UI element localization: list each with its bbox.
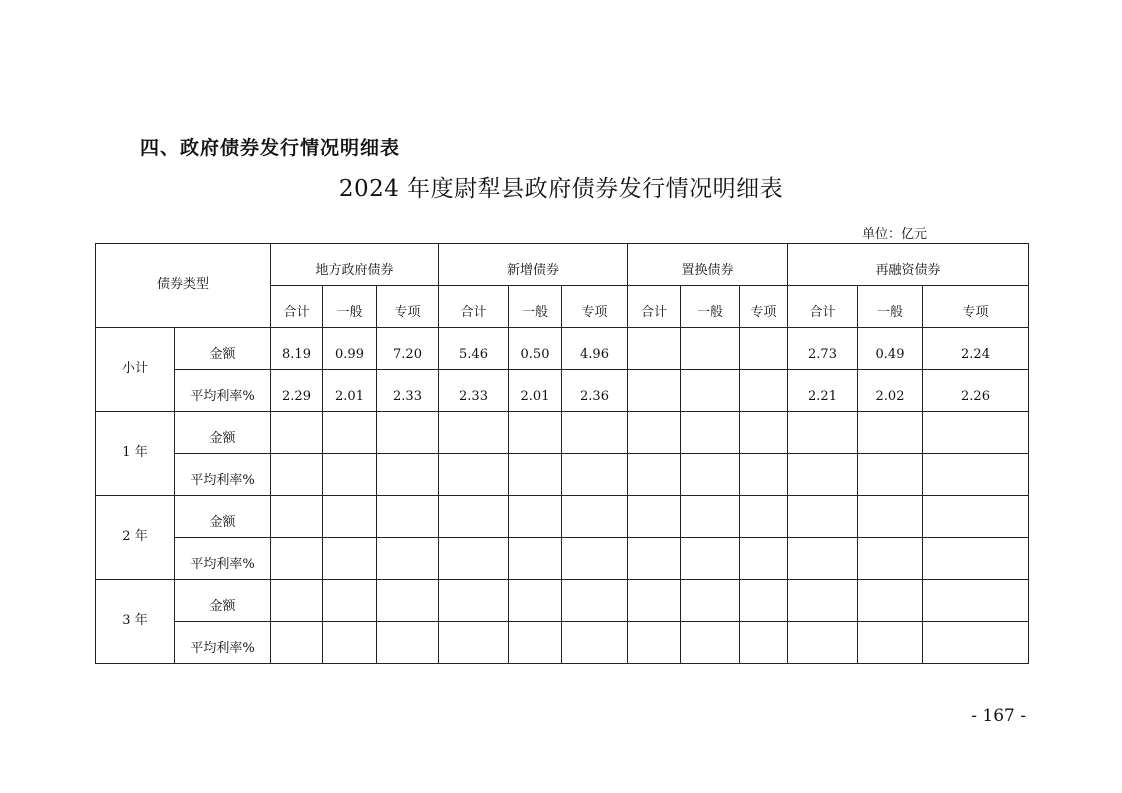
- table-cell: [439, 538, 509, 580]
- table-cell: [562, 580, 628, 622]
- table-cell: [788, 538, 858, 580]
- bond-issuance-table: [95, 243, 1029, 664]
- table-cell: [858, 454, 923, 496]
- table-cell: [509, 454, 562, 496]
- table-cell: [439, 496, 509, 538]
- row-label: 3 年: [96, 580, 175, 664]
- subcolumn-header: 合计: [628, 286, 681, 328]
- table-cell: [681, 370, 740, 412]
- table-cell: [509, 538, 562, 580]
- table-row: [96, 580, 1029, 622]
- document-title: 2024 年度尉犁县政府债券发行情况明细表: [338, 176, 784, 202]
- table-cell: 2.24: [923, 328, 1029, 370]
- table-cell: [439, 622, 509, 664]
- table-cell: [923, 412, 1029, 454]
- table-cell: [681, 412, 740, 454]
- table-cell: [439, 412, 509, 454]
- table-cell: [858, 622, 923, 664]
- table-cell: [681, 538, 740, 580]
- table-cell: [858, 496, 923, 538]
- table-cell: [681, 580, 740, 622]
- table-cell: 0.99: [323, 328, 377, 370]
- type-header: 债券类型: [96, 244, 271, 328]
- table-cell: [740, 412, 788, 454]
- group-header: 置换债券: [628, 244, 788, 286]
- table-cell: [923, 454, 1029, 496]
- table-cell: [681, 328, 740, 370]
- metric-label: 金额: [175, 496, 271, 538]
- table-cell: [628, 370, 681, 412]
- table-cell: [628, 328, 681, 370]
- table-cell: [858, 412, 923, 454]
- table-cell: 2.26: [923, 370, 1029, 412]
- table-cell: [681, 622, 740, 664]
- table-cell: [740, 580, 788, 622]
- table-cell: [439, 454, 509, 496]
- table-cell: [681, 496, 740, 538]
- table-cell: 2.33: [439, 370, 509, 412]
- table-cell: [323, 538, 377, 580]
- table-cell: [271, 580, 323, 622]
- table-cell: [509, 580, 562, 622]
- table-cell: [323, 454, 377, 496]
- table-cell: [323, 622, 377, 664]
- table-cell: [858, 580, 923, 622]
- unit-label: 单位：亿元: [861, 227, 927, 242]
- table-cell: [562, 622, 628, 664]
- table-cell: 2.73: [788, 328, 858, 370]
- table-cell: [788, 622, 858, 664]
- table-cell: 7.20: [377, 328, 439, 370]
- table-cell: [377, 454, 439, 496]
- table-cell: [271, 412, 323, 454]
- metric-label: 平均利率%: [175, 538, 271, 580]
- table-cell: [271, 454, 323, 496]
- table-cell: 0.49: [858, 328, 923, 370]
- table-cell: [628, 412, 681, 454]
- table-cell: [271, 538, 323, 580]
- table-cell: [509, 412, 562, 454]
- table-cell: [377, 580, 439, 622]
- table-cell: [323, 496, 377, 538]
- table-row: [96, 538, 1029, 580]
- subcolumn-header: 专项: [923, 286, 1029, 328]
- table-cell: 2.33: [377, 370, 439, 412]
- metric-label: 平均利率%: [175, 454, 271, 496]
- table-cell: [740, 622, 788, 664]
- table-cell: [271, 496, 323, 538]
- table-cell: 4.96: [562, 328, 628, 370]
- table-cell: [740, 538, 788, 580]
- table-row: [96, 370, 1029, 412]
- group-header: 地方政府债券: [271, 244, 439, 286]
- table-cell: [377, 622, 439, 664]
- table-row: [96, 496, 1029, 538]
- subcolumn-header: 一般: [323, 286, 377, 328]
- table-cell: 2.29: [271, 370, 323, 412]
- table-cell: [923, 538, 1029, 580]
- subcolumn-header: 专项: [377, 286, 439, 328]
- subcolumn-header: 专项: [740, 286, 788, 328]
- section-heading: 四、政府债券发行情况明细表: [140, 137, 401, 159]
- table-cell: [740, 328, 788, 370]
- table-cell: [740, 370, 788, 412]
- table-cell: [628, 454, 681, 496]
- table-cell: [377, 538, 439, 580]
- table-cell: [740, 496, 788, 538]
- table-cell: 2.01: [323, 370, 377, 412]
- table-cell: [681, 454, 740, 496]
- metric-label: 金额: [175, 580, 271, 622]
- table-cell: 2.21: [788, 370, 858, 412]
- subcolumn-header: 合计: [788, 286, 858, 328]
- table-cell: [271, 622, 323, 664]
- table-cell: 8.19: [271, 328, 323, 370]
- subcolumn-header: 合计: [439, 286, 509, 328]
- table-cell: [923, 580, 1029, 622]
- subcolumn-header: 一般: [681, 286, 740, 328]
- table-cell: [923, 496, 1029, 538]
- table-cell: [323, 580, 377, 622]
- table-cell: 2.01: [509, 370, 562, 412]
- table-cell: [628, 622, 681, 664]
- table-cell: [740, 454, 788, 496]
- table-body: [96, 244, 1029, 664]
- table-cell: [628, 496, 681, 538]
- metric-label: 平均利率%: [175, 622, 271, 664]
- table-cell: [562, 496, 628, 538]
- table-cell: 0.50: [509, 328, 562, 370]
- group-header: 再融资债券: [788, 244, 1029, 286]
- table-cell: [562, 412, 628, 454]
- table-cell: [509, 496, 562, 538]
- subcolumn-header: 合计: [271, 286, 323, 328]
- table-cell: [628, 580, 681, 622]
- table-cell: 5.46: [439, 328, 509, 370]
- table-cell: [377, 412, 439, 454]
- table-cell: 2.36: [562, 370, 628, 412]
- table-cell: [323, 412, 377, 454]
- table-row: [96, 328, 1029, 370]
- table-cell: [439, 580, 509, 622]
- table-cell: [858, 538, 923, 580]
- table-cell: [788, 580, 858, 622]
- table-cell: [923, 622, 1029, 664]
- table-row: [96, 622, 1029, 664]
- table-row: [96, 412, 1029, 454]
- header-row-groups: [96, 244, 1029, 286]
- metric-label: 金额: [175, 328, 271, 370]
- page-number: - 167 -: [971, 706, 1026, 726]
- table-cell: [562, 454, 628, 496]
- row-label: 1 年: [96, 412, 175, 496]
- subcolumn-header: 专项: [562, 286, 628, 328]
- group-header: 新增债券: [439, 244, 628, 286]
- table-cell: [788, 454, 858, 496]
- table-cell: 2.02: [858, 370, 923, 412]
- table-cell: [377, 496, 439, 538]
- table-row: [96, 454, 1029, 496]
- table-cell: [562, 538, 628, 580]
- subcolumn-header: 一般: [858, 286, 923, 328]
- metric-label: 金额: [175, 412, 271, 454]
- metric-label: 平均利率%: [175, 370, 271, 412]
- table-cell: [788, 412, 858, 454]
- row-label: 小计: [96, 328, 175, 412]
- table-cell: [509, 622, 562, 664]
- subcolumn-header: 一般: [509, 286, 562, 328]
- table-cell: [628, 538, 681, 580]
- table-cell: [788, 496, 858, 538]
- row-label: 2 年: [96, 496, 175, 580]
